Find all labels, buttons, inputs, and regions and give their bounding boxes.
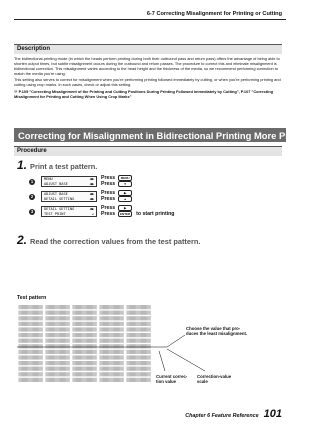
press-instructions-2 bbox=[101, 190, 132, 202]
page-number: 101 bbox=[263, 408, 282, 420]
lcd-display-2 bbox=[41, 191, 97, 202]
caption-line: duces the least misalignment. bbox=[186, 331, 248, 337]
press-label: Press bbox=[101, 189, 116, 196]
press-label: Press bbox=[101, 195, 116, 202]
section-title: Correcting for Misalignment in Bidirectional Printing More Precisely bbox=[18, 130, 320, 141]
procedure-heading: Procedure bbox=[17, 148, 47, 154]
description-paragraph-1: The bidirectional-printing mode (in which the heads perform printing during both their outbound pass and return pass) offers the advantage of being able to shorten output times, but subtle misalignment occurs during the outbound and return passes. The procedure to correct this and eliminate misalignment is bidirectional correction. This misalignment varies according to the head height and the thickness of the media, so we recommend performing correction to match the media you're using. bbox=[14, 56, 280, 77]
step-1-number: 1. bbox=[17, 158, 28, 172]
lcd-line: TEST PRINT bbox=[44, 212, 66, 216]
section-title-bar bbox=[14, 128, 320, 142]
enter-key: ENTER bbox=[120, 211, 131, 216]
pointer-line bbox=[167, 335, 185, 347]
description-heading: Description bbox=[17, 46, 51, 52]
page-header-title: 6-7 Correcting Misalignment for Printing or Cutting bbox=[146, 11, 282, 17]
header-rule bbox=[14, 19, 286, 20]
lcd-arrows-icon: ◀▶ bbox=[89, 207, 94, 211]
press-label: Press bbox=[101, 204, 116, 211]
substep-bullet-1: 1 bbox=[30, 179, 34, 184]
lcd-arrows-icon: ◀▶ bbox=[89, 197, 94, 201]
correction-scale-caption bbox=[197, 374, 231, 385]
current-correction-caption bbox=[156, 374, 187, 385]
lcd-display-1 bbox=[41, 176, 97, 187]
pointer-line bbox=[159, 351, 165, 371]
lcd-line: MENU bbox=[44, 177, 53, 181]
press-instructions-1 bbox=[101, 175, 132, 187]
footer-chapter: Chapter 6 Feature Reference bbox=[185, 413, 259, 419]
press-label: Press bbox=[101, 174, 116, 181]
caption-line: Correction-value bbox=[197, 374, 232, 379]
press-label: Press bbox=[101, 180, 116, 187]
step-2-number: 2. bbox=[17, 233, 28, 247]
description-reference bbox=[14, 89, 282, 99]
right-key: ▶ bbox=[118, 190, 132, 196]
description-body bbox=[14, 56, 282, 100]
up-key: ▲ bbox=[118, 196, 132, 202]
lcd-line: ADJUST BASE bbox=[44, 182, 68, 186]
lcd-arrows-icon: ◀▶ bbox=[89, 177, 94, 181]
caption-line: Choose the value that pro- bbox=[186, 326, 241, 331]
choose-value-caption bbox=[186, 326, 247, 337]
lcd-line: DETAIL SETTING bbox=[44, 207, 75, 211]
substep-bullet-2: 2 bbox=[30, 194, 34, 199]
step-2-text: Read the correction values from the test pattern. bbox=[30, 237, 201, 246]
press-instructions-3 bbox=[101, 205, 174, 217]
caption-line: tion value bbox=[156, 379, 177, 385]
press-tail-text: to start printing bbox=[136, 210, 175, 217]
lcd-line: ADJUST BASE bbox=[44, 192, 68, 196]
press-label: Press bbox=[101, 210, 116, 217]
lcd-arrows-icon: ◀▶ bbox=[89, 182, 94, 186]
pointer-line bbox=[167, 349, 205, 371]
step-2 bbox=[17, 233, 200, 247]
right-key: ▶ bbox=[118, 205, 132, 211]
caption-line: Current correc- bbox=[156, 374, 188, 379]
test-pattern-label: Test pattern bbox=[17, 295, 47, 301]
page-footer bbox=[185, 408, 282, 420]
caption-line: scale bbox=[197, 379, 208, 385]
lcd-line: DETAIL SETTING bbox=[44, 197, 75, 201]
lcd-arrows-icon: ◀▶ bbox=[89, 192, 94, 196]
description-paragraph-2: This setting also serves to correct for misalignment when you're performing printing followed immediately by cutting, or when you're performing printing and cutting using crop marks. In such cases, check or adjust this setting. bbox=[14, 77, 281, 88]
description-heading-bar bbox=[14, 44, 282, 54]
step-1-text: Print a test pattern. bbox=[30, 162, 98, 171]
arrow-icon: ☞ bbox=[14, 88, 19, 94]
enter-icon: ↵ bbox=[91, 212, 94, 216]
reference-link[interactable]: P.105 "Correcting Misalignment of the Printing and Cutting Positions During Printing Followed Immediately by Cutting", P.107 "Correcting Misalignment for Printing and Cutting When Using Crop Marks" bbox=[14, 88, 273, 99]
down-key: ▼ bbox=[118, 181, 132, 187]
lcd-display-3 bbox=[41, 206, 97, 217]
substep-bullet-3: 3 bbox=[30, 209, 34, 214]
menu-key: MENU bbox=[118, 175, 132, 181]
step-1 bbox=[17, 158, 97, 172]
procedure-heading-bar bbox=[14, 146, 282, 156]
